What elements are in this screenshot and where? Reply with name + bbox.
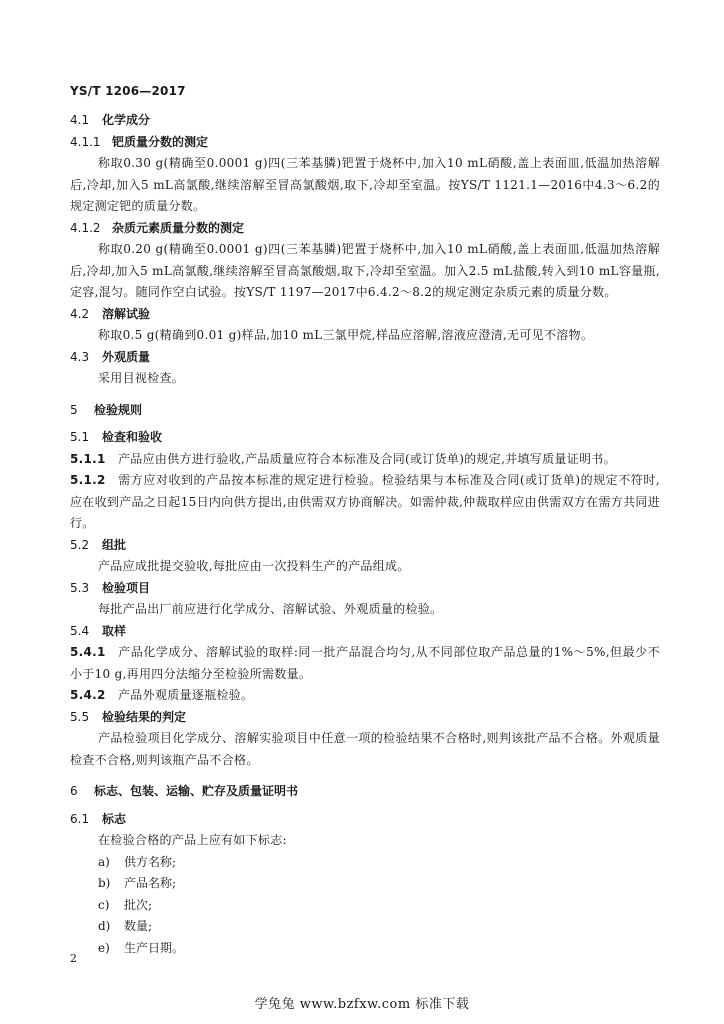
section-6-1-intro: 在检验合格的产品上应有如下标志: [98,833,287,847]
page-number: 2 [70,952,77,965]
standard-code: YS/T 1206—2017 [70,84,186,98]
section-5-4-2-text: 5.4.2 产品外观质量逐瓶检验。 [70,688,254,702]
section-6-1-heading: 6.1 标志 [70,811,127,826]
list-item: a) 供方名称; [98,854,177,869]
section-4-3-text: 采用目视检查。 [98,371,185,385]
section-5-2-text: 产品应成批提交验收,每批应由一次投料生产的产品组成。 [98,559,410,573]
list-item: c) 批次; [98,897,153,912]
section-5-5-heading: 5.5 检验结果的判定 [70,709,187,724]
section-5-3-heading: 5.3 检验项目 [70,580,151,595]
section-5-4-heading: 5.4 取样 [70,623,127,638]
section-5-1-2-text: 5.1.2 需方应对收到的产品按本标准的规定进行检验。检验结果与本标准及合同(或订货单)的规定不符时,应在收到产品之日起15日内向供方提出,由供需双方协商解决。如需仲裁,仲裁取样应由供需双方在需方共同进行。 [70,473,660,530]
section-5-2-heading: 5.2 组批 [70,537,127,552]
list-item: d) 数量; [98,919,153,933]
section-4-3-heading: 4.3 外观质量 [70,349,151,364]
section-4-1-heading: 4.1 化学成分 [70,113,151,127]
section-4-1-1-text: 称取0.30 g(精确至0.0001 g)四(三苯基膦)钯置于烧杯中,加入10 mL硝酸,盖上表面皿,低温加热溶解后,冷却,加入5 mL高氯酸,继续溶解至冒高氯酸烟,取下,冷却至室温。按YS/T 1121.1—2016中4.3～6.2的规定测定钯的质量分数。 [70,156,660,213]
section-4-2-text: 称取0.5 g(精确到0.01 g)样品,加10 mL三氯甲烷,样品应溶解,溶液应澄清,无可见不溶物。 [98,328,594,342]
section-4-1-1-heading: 4.1.1 钯质量分数的测定 [70,134,209,149]
section-4-1-2-heading: 4.1.2 杂质元素质量分数的测定 [70,220,245,235]
document-body [70,110,660,959]
section-6-heading: 6 标志、包装、运输、贮存及质量证明书 [70,784,299,798]
footer-watermark: 学兔兔 www.bzfxw.com 标准下载 [254,997,470,1012]
section-5-5-text: 产品检验项目化学成分、溶解实验项目中任意一项的检验结果不合格时,则判该批产品不合格。外观质量检查不合格,则判该瓶产品不合格。 [70,731,660,767]
section-5-4-1-text: 5.4.1 产品化学成分、溶解试验的取样:同一批产品混合均匀,从不同部位取产品总量的1%～5%,但最少不小于10 g,再用四分法缩分至检验所需数量。 [70,645,660,681]
list-item: e) 生产日期。 [98,940,185,955]
section-4-1-2-text: 称取0.20 g(精确至0.0001 g)四(三苯基膦)钯置于烧杯中,加入10 mL硝酸,盖上表面皿,低温加热溶解后,冷却,加入5 mL高氯酸,继续溶解至冒高氯酸烟,取下,冷却至室温。加入2.5 mL盐酸,转入到10 mL容量瓶,定容,混匀。随同作空白试验。按YS/T 1197—2017中6.4.2～8.2的规定测定杂质元素的质量分数。 [70,242,660,299]
section-4-2-heading: 4.2 溶解试验 [70,306,151,321]
section-5-heading: 5 检验规则 [70,402,143,417]
section-5-1-heading: 5.1 检查和验收 [70,430,163,444]
section-5-1-1-text: 5.1.1 产品应由供方进行验收,产品质量应符合本标准及合同(或订货单)的规定,并填写质量证明书。 [70,451,616,466]
section-5-3-text: 每批产品出厂前应进行化学成分、溶解试验、外观质量的检验。 [98,602,443,616]
list-item: b) 产品名称; [98,876,177,890]
